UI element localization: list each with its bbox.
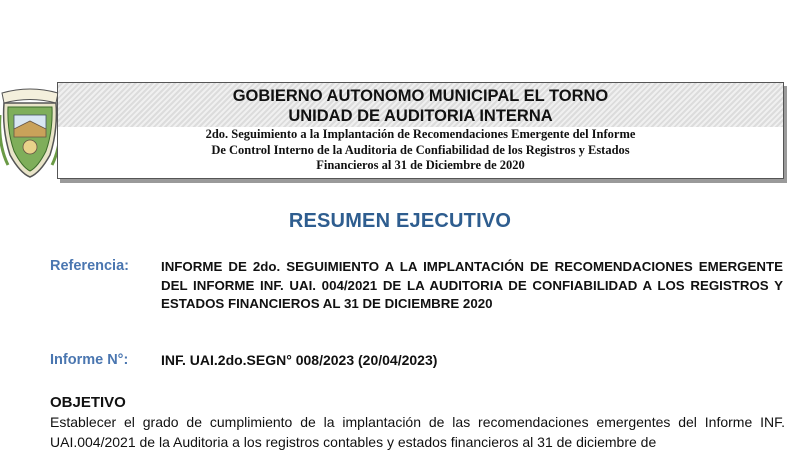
document-title: RESUMEN EJECUTIVO (288, 210, 512, 232)
header-subtitle-line1: 2do. Seguimiento a la Implantación de Recomendaciones Emergente del Informe (205, 127, 636, 141)
referencia-label: Referencia: (50, 258, 129, 274)
header-subtitle (58, 127, 783, 174)
header-unit: UNIDAD DE AUDITORIA INTERNA (288, 107, 553, 125)
header-subtitle-line2: De Control Interno de la Auditoria de Confiabilidad de los Registros y Estados (211, 142, 630, 157)
header-institution: GOBIERNO AUTONOMO MUNICIPAL EL TORNO (232, 87, 609, 105)
header-subtitle-line3: Financieros al 31 de Diciembre de 2020 (316, 158, 525, 172)
informe-number-label: Informe N°: (50, 352, 129, 368)
referencia-text: INFORME DE 2do. SEGUIMIENTO A LA IMPLANTACIÓN DE RECOMENDACIONES EMERGENTE DEL INFORME INF. UAI. 004/2021 DE LA AUDITORIA DE CONFIABILIDAD A LOS REGISTROS Y ESTADOS FINANCIEROS AL 31 DE DICIEMBRE 2020 (161, 259, 783, 312)
objetivo-heading: OBJETIVO (50, 394, 126, 411)
objetivo-paragraph: Establecer el grado de cumplimiento de la implantación de las recomendaciones emergentes del Informe INF. UAI.004/2021 de la Auditoria a los registros contables y estados financieros al 31 de diciembre de (50, 414, 785, 450)
informe-number-value: INF. UAI.2do.SEGN° 008/2023 (20/04/2023) (161, 352, 438, 368)
document-header (57, 82, 784, 179)
municipal-coat-of-arms-logo (0, 85, 60, 180)
